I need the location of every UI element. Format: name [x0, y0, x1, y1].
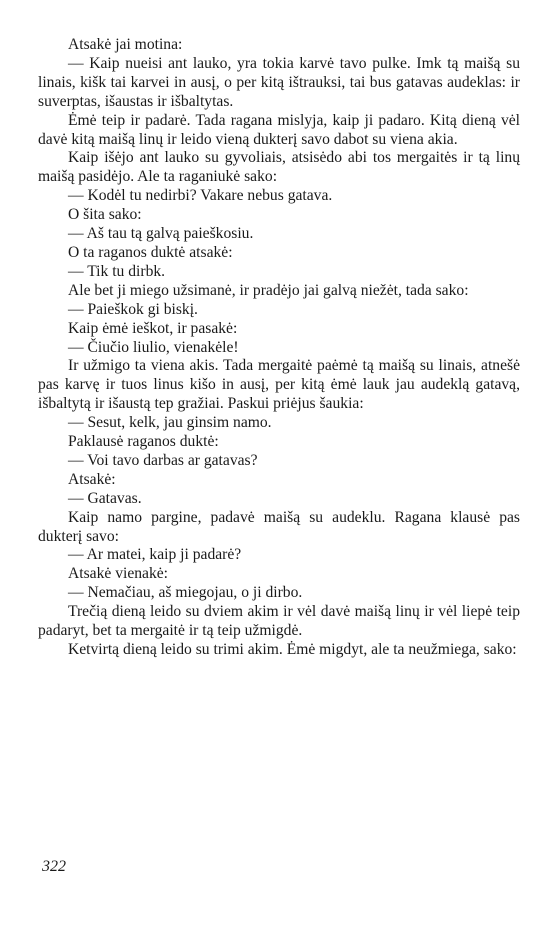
paragraph: Kaip ėmė ieškot, ir pasakė:	[68, 319, 238, 337]
paragraph: O šita sako:	[68, 206, 142, 224]
paragraph: O ta raganos duktė atsakė:	[68, 243, 233, 261]
paragraph: Atsakė jai motina:	[68, 36, 183, 53]
book-page-text	[38, 36, 520, 896]
paragraph: Paklausė raganos duktė:	[68, 433, 219, 451]
paragraph: — Čiučio liulio, vienakėle!	[68, 338, 239, 356]
paragraph: Ėmė teip ir padarė. Tada ragana mislyja, kaip ji padaro. Kitą dieną vėl davė kitą maišą linų ir leido vieną dukterį savo dabot su viena akia.	[38, 111, 520, 148]
paragraph: Trečią dieną leido su dviem akim ir vėl davė maišą linų ir vėl liepė teip padaryt, bet ta mergaitė ir tą teip užmigdė.	[38, 603, 520, 640]
paragraph: Kaip namo pargine, padavė maišą su audeklu. Ragana klausė pas dukterį savo:	[38, 508, 520, 545]
paragraph: — Kodėl tu nedirbi? Vakare nebus gatava.	[68, 187, 333, 205]
paragraph: Ketvirtą dieną leido su trimi akim. Ėmė migdyt, ale ta neužmiega, sako:	[68, 641, 517, 658]
paragraph: Atsakė:	[68, 470, 116, 488]
paragraph: — Nemačiau, aš miegojau, o ji dirbo.	[68, 584, 303, 602]
paragraph: Ale bet ji miego užsimanė, ir pradėjo jai galvą niežėt, tada sako:	[68, 281, 469, 299]
paragraph: — Voi tavo darbas ar gatavas?	[68, 451, 258, 469]
paragraph: — Kaip nueisi ant lauko, yra tokia karvė tavo pulke. Imk tą maišą su linais, kišk tai karvei in ausį, o per kitą ištrauksi, tai bus gatavas audeklas: ir suverptas, išaustas ir išbaltytas.	[38, 54, 520, 110]
paragraph: — Sesut, kelk, jau ginsim namo.	[68, 414, 272, 432]
paragraph: Ir užmigo ta viena akis. Tada mergaitė paėmė tą maišą su linais, atnešė pas karvę ir tuos linus kišo in ausį, per kitą ėmė lauk jau audeklą gatavą, išbaltytą ir išaustą tep gražiai. Paskui priėjus šaukia:	[38, 357, 520, 413]
paragraph: Kaip išėjo ant lauko su gyvoliais, atsisėdo abi tos mergaitės ir tą linų maišą pasidėjo. Ale ta raganiukė sako:	[38, 149, 520, 186]
paragraph: — Ar matei, kaip ji padarė?	[68, 546, 242, 564]
paragraph: — Tik tu dirbk.	[68, 262, 166, 280]
page-number: 322	[42, 858, 66, 875]
paragraph: — Aš tau tą galvą paieškosiu.	[68, 225, 254, 243]
paragraph: Atsakė vienakė:	[68, 565, 169, 583]
paragraph: — Paieškok gi biskį.	[68, 300, 198, 318]
paragraph: — Gatavas.	[68, 489, 142, 507]
